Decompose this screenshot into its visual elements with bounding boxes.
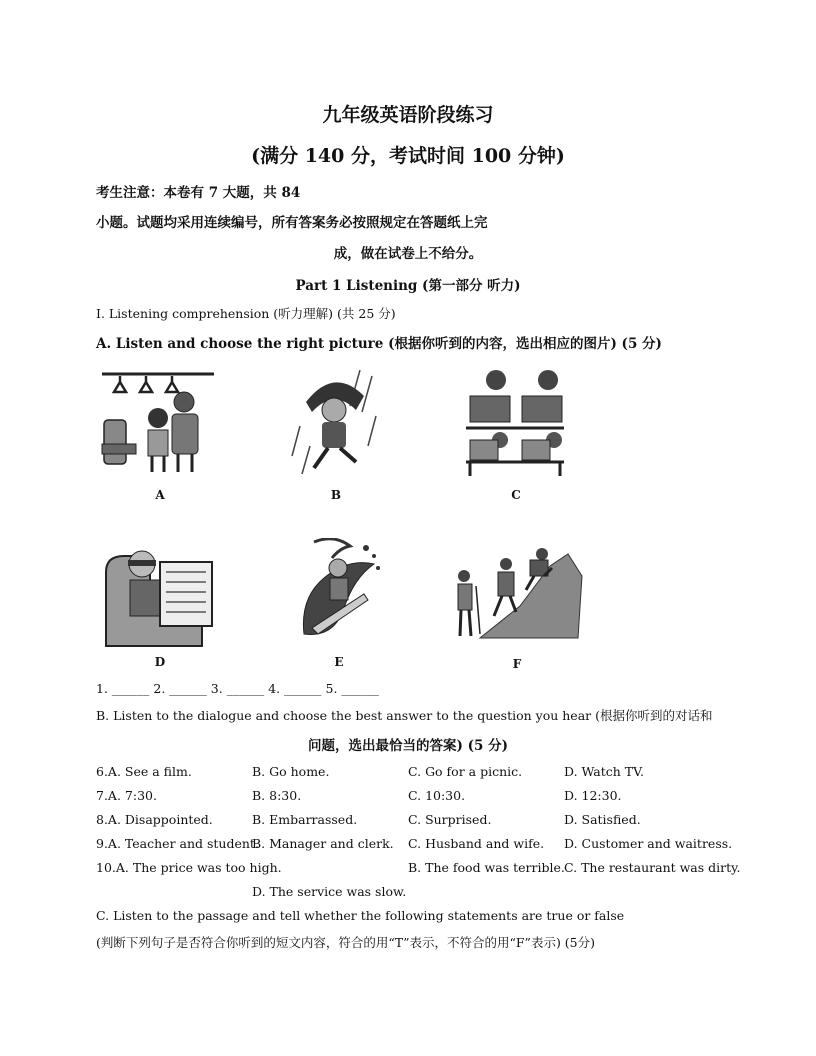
section-a-heading: A. Listen and choose the right picture (根据你听到的内容，选出相应的图片) (5 分)	[96, 336, 662, 352]
q9-option-b: B. Manager and clerk.	[252, 836, 394, 851]
students-computers-icon	[460, 366, 572, 478]
exam-subtitle: (满分 140 分，考试时间 100 分钟)	[251, 145, 565, 167]
q6-option-a: 6.A. See a film.	[96, 764, 192, 779]
q6-option-b: B. Go home.	[252, 764, 330, 779]
picture-label-c: C	[511, 488, 521, 502]
bus-passengers-icon	[98, 368, 218, 480]
picture-label-d: D	[154, 655, 166, 669]
q10-option-c: C. The restaurant was dirty.	[564, 860, 741, 875]
q10-option-a: 10.A. The price was too high.	[96, 860, 282, 875]
notice-line-3: 成，做在试卷上不给分。	[333, 246, 483, 262]
q10-option-b: B. The food was terrible.	[408, 860, 565, 875]
q9-option-c: C. Husband and wife.	[408, 836, 545, 851]
q7-option-c: C. 10:30.	[408, 788, 466, 803]
section-b-heading-line-2: 问题，选出最恰当的答案) (5 分)	[308, 738, 508, 754]
picture-label-e: E	[334, 655, 344, 669]
picture-label-a: A	[155, 488, 165, 502]
section-b-heading-line-1: B. Listen to the dialogue and choose the best answer to the question you hear (根据你听到的对话和	[96, 708, 713, 723]
q8-option-b: B. Embarrassed.	[252, 812, 358, 827]
q9-option-d: D. Customer and waitress.	[564, 836, 733, 851]
q7-option-a: 7.A. 7:30.	[96, 788, 157, 803]
q7-option-d: D. 12:30.	[564, 788, 622, 803]
section-1-heading: I. Listening comprehension (听力理解) (共 25 分)	[96, 306, 396, 321]
q8-option-c: C. Surprised.	[408, 812, 492, 827]
answer-blanks-1-5: 1. ______ 2. ______ 3. ______ 4. ______ 5. ______	[96, 681, 379, 696]
picture-label-f: F	[512, 657, 522, 671]
notice-line-1: 考生注意：本卷有 7 大题，共 84	[96, 185, 301, 201]
reading-newspaper-icon	[102, 542, 218, 650]
surfing-icon	[294, 538, 384, 648]
running-in-rain-icon	[290, 366, 386, 476]
q6-option-d: D. Watch TV.	[564, 764, 644, 779]
mountain-climbing-icon	[450, 546, 586, 642]
q10-option-d: D. The service was slow.	[252, 884, 407, 899]
part1-heading: Part 1 Listening (第一部分 听力)	[295, 278, 521, 294]
q7-option-b: B. 8:30.	[252, 788, 302, 803]
section-c-heading-line-1: C. Listen to the passage and tell whether the following statements are true or false	[96, 908, 625, 923]
q8-option-a: 8.A. Disappointed.	[96, 812, 213, 827]
section-c-heading-line-2: (判断下列句子是否符合你听到的短文内容，符合的用“T”表示，不符合的用“F”表示) (5分)	[96, 935, 596, 950]
q6-option-c: C. Go for a picnic.	[408, 764, 523, 779]
exam-title: 九年级英语阶段练习	[322, 104, 494, 126]
picture-label-b: B	[330, 488, 342, 502]
q8-option-d: D. Satisfied.	[564, 812, 641, 827]
notice-line-2: 小题。试题均采用连续编号，所有答案务必按照规定在答题纸上完	[96, 215, 488, 231]
q9-option-a: 9.A. Teacher and student.	[96, 836, 259, 851]
